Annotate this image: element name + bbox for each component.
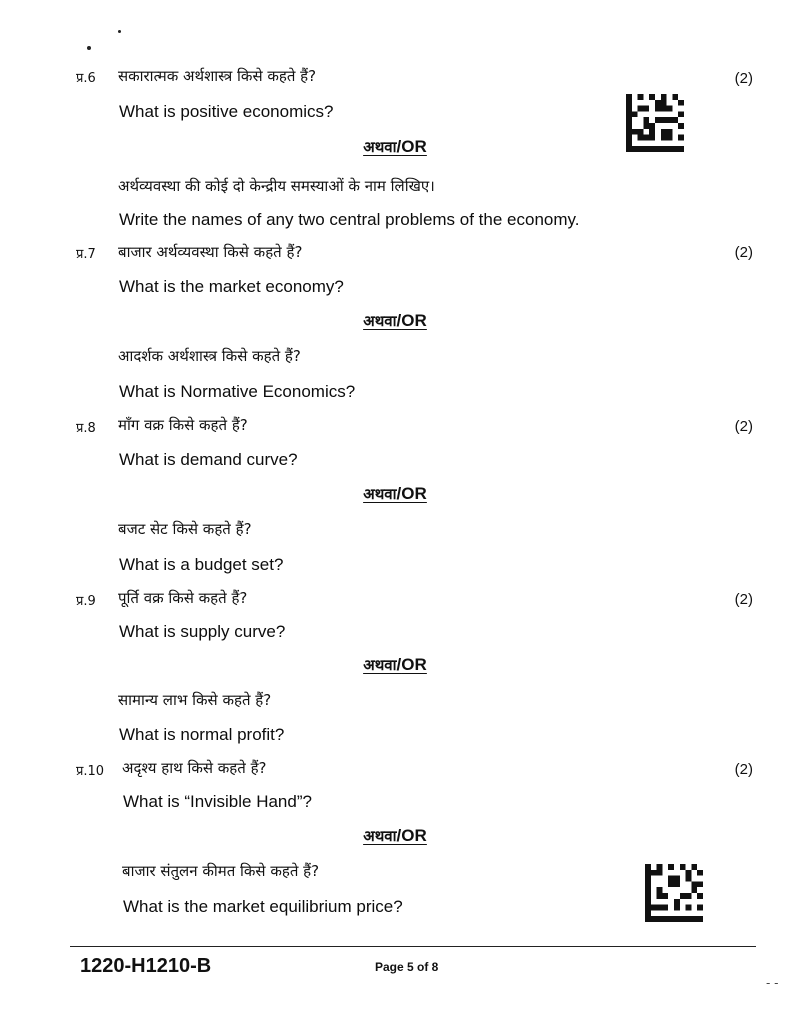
alt-question-hindi: बाजार संतुलन कीमत किसे कहते हैं?: [122, 862, 320, 880]
or-slash: /: [396, 655, 402, 674]
page-number: Page 5 of 8: [375, 960, 439, 974]
question-number: प्र.6: [76, 71, 96, 86]
alt-question-hindi: आदर्शक अर्थशास्त्र किसे कहते हैं?: [118, 347, 301, 365]
datamatrix-code: [645, 864, 703, 922]
alt-question-english: What is Normative Economics?: [119, 382, 356, 401]
question-number: प्र.8: [76, 421, 96, 436]
alt-question-hindi: सामान्य लाभ किसे कहते हैं?: [118, 691, 272, 709]
question-english: What is the market economy?: [119, 277, 344, 296]
question-number: प्र.7: [76, 247, 96, 262]
or-hindi: अथवा: [363, 827, 397, 845]
ink-dot: [87, 46, 91, 50]
or-hindi: अथवा: [363, 312, 397, 330]
question-hindi: अदृश्य हाथ किसे कहते हैं?: [122, 759, 267, 777]
question-english: What is positive economics?: [119, 102, 334, 121]
question-marks: (2): [734, 244, 753, 261]
or-english: OR: [401, 826, 427, 845]
or-hindi: अथवा: [363, 138, 397, 156]
or-slash: /: [396, 826, 402, 845]
scan-mark: ‑ ‑: [766, 976, 779, 990]
or-separator: [0, 655, 790, 675]
question-hindi: सकारात्मक अर्थशास्त्र किसे कहते हैं?: [118, 67, 317, 85]
question-english: What is “Invisible Hand”?: [123, 792, 312, 811]
question-hindi: बाजार अर्थव्यवस्था किसे कहते हैं?: [118, 243, 303, 261]
or-separator: [0, 484, 790, 504]
or-english: OR: [401, 311, 427, 330]
or-english: OR: [401, 137, 427, 156]
or-separator: [0, 826, 790, 846]
alt-question-english: Write the names of any two central problems of the economy.: [119, 210, 580, 229]
datamatrix-code: [626, 94, 684, 152]
alt-question-english: What is the market equilibrium price?: [123, 897, 403, 916]
question-number: प्र.9: [76, 594, 96, 609]
alt-question-hindi: अर्थव्यवस्था की कोई दो केन्द्रीय समस्याओं के नाम लिखिए।: [118, 177, 435, 195]
alt-question-hindi: बजट सेट किसे कहते हैं?: [118, 520, 252, 538]
or-hindi: अथवा: [363, 485, 397, 503]
question-marks: (2): [734, 761, 753, 778]
paper-code: 1220-H1210-B: [80, 955, 212, 977]
question-marks: (2): [734, 418, 753, 435]
question-english: What is supply curve?: [119, 622, 286, 641]
or-english: OR: [401, 484, 427, 503]
or-separator: [0, 311, 790, 331]
ink-dot: [118, 30, 121, 33]
or-slash: /: [396, 311, 402, 330]
alt-question-english: What is a budget set?: [119, 555, 284, 574]
question-number: प्र.10: [76, 764, 105, 779]
question-hindi: पूर्ति वक्र किसे कहते हैं?: [118, 589, 248, 607]
question-marks: (2): [734, 70, 753, 87]
or-hindi: अथवा: [363, 656, 397, 674]
question-marks: (2): [734, 591, 753, 608]
question-english: What is demand curve?: [119, 450, 298, 469]
alt-question-english: What is normal profit?: [119, 725, 285, 744]
or-english: OR: [401, 655, 427, 674]
or-slash: /: [396, 137, 402, 156]
question-hindi: माँग वक्र किसे कहते हैं?: [118, 416, 248, 434]
footer-divider: [70, 946, 756, 947]
or-slash: /: [396, 484, 402, 503]
